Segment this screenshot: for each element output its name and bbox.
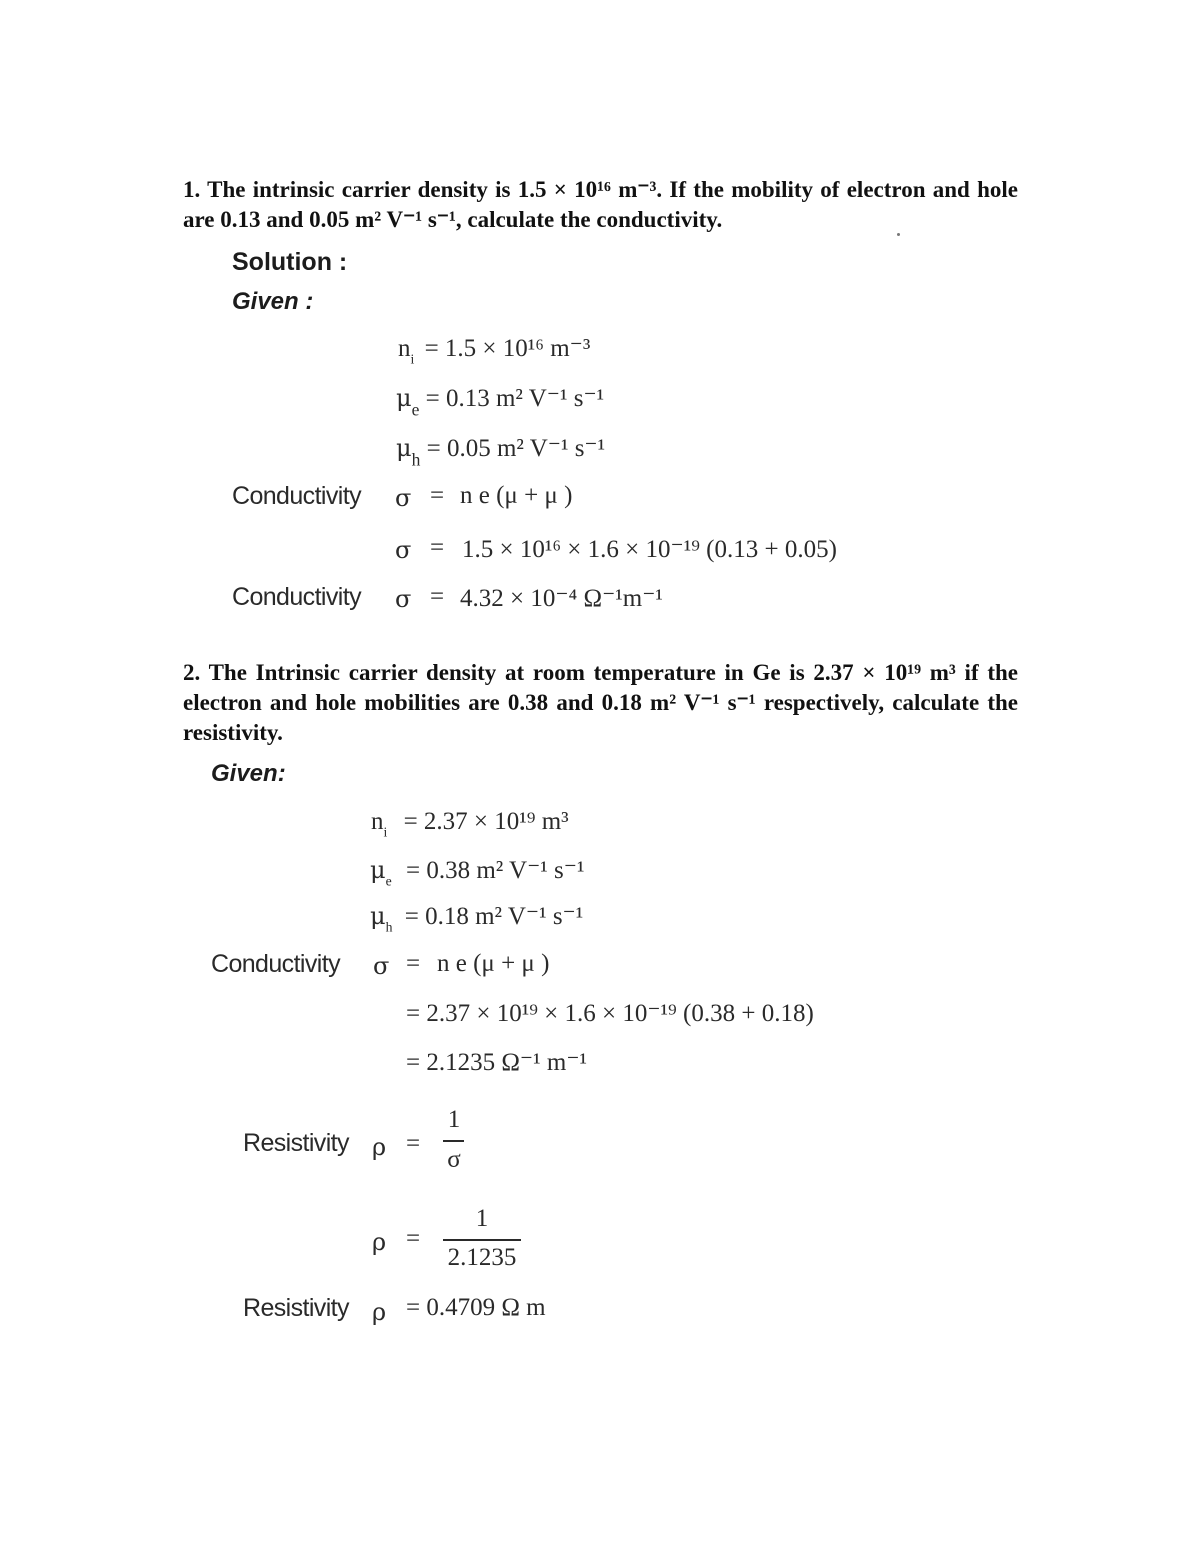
mu-h-symbol: μ	[396, 434, 412, 462]
p2-formula: n e (μ + μ )	[437, 950, 550, 977]
p2-resistivity-label: Resistivity	[243, 1129, 349, 1157]
p1-muh-line	[396, 433, 606, 470]
frac2-bar	[443, 1239, 521, 1241]
p1-formula	[460, 482, 572, 510]
given-heading-1: Given :	[232, 288, 314, 315]
p2-result-label: Resistivity	[243, 1294, 349, 1322]
frac1-bar	[443, 1140, 464, 1142]
p1-mue-line	[396, 383, 605, 420]
p2-equals-rho: =	[406, 1130, 421, 1157]
p2-ni-value: = 2.37 × 10¹⁹ m³	[403, 808, 569, 835]
p2-ni-line	[371, 808, 569, 840]
p2-substitution: = 2.37 × 10¹⁹ × 1.6 × 10⁻¹⁹ (0.38 + 0.18)	[406, 1000, 814, 1027]
p2-rho-symbol-3: ρ	[372, 1298, 387, 1326]
p2-sigma-symbol: σ	[373, 952, 390, 980]
mu-e-subscript: e	[411, 399, 420, 420]
ni-symbol: n	[398, 335, 411, 362]
p2-mu-e-subscript: e	[385, 873, 392, 889]
frac1-numerator: 1	[447, 1106, 461, 1133]
p1-equals: =	[430, 482, 445, 509]
p1-equals-2: =	[430, 534, 445, 561]
p1-result-label: Conductivity	[232, 583, 361, 611]
p1-formula-text: n e (μ + μ )	[460, 482, 573, 509]
p2-ni-symbol: n	[371, 808, 384, 835]
problem2-question: 2. The Intrinsic carrier density at room temperature in Ge is 2.37 × 10¹⁹ m³ if the electron and hole mobilities are 0.38 and 0.18 m² V⁻¹ s⁻¹ respectively, calculate the resistivity.	[183, 660, 1018, 745]
p2-rho-symbol-2: ρ	[372, 1228, 387, 1256]
solution-heading: Solution :	[232, 248, 348, 276]
p2-mu-h-value: = 0.18 m² V⁻¹ s⁻¹	[404, 903, 584, 930]
mu-h-subscript: h	[411, 449, 421, 470]
p1-sigma-symbol: σ	[395, 484, 412, 512]
given-heading-2: Given:	[211, 760, 286, 787]
frac2-denominator: 2.1235	[447, 1244, 517, 1271]
p2-muh-line	[370, 901, 584, 935]
p1-equals-3: =	[430, 583, 445, 610]
problem1-question: 1. The intrinsic carrier density is 1.5 × 10¹⁶ m⁻³. If the mobility of electron and hole are 0.13 and 0.05 m² V⁻¹ s⁻¹, calculate the conductivity.	[183, 177, 1018, 232]
mu-e-value: = 0.13 m² V⁻¹ s⁻¹	[425, 385, 605, 412]
p2-result: = 0.4709 Ω m	[406, 1294, 546, 1321]
p2-conductivity-result: = 2.1235 Ω⁻¹ m⁻¹	[406, 1049, 588, 1076]
p2-equals-rho-2: =	[406, 1225, 421, 1252]
p2-rho-symbol: ρ	[372, 1133, 387, 1161]
scan-speck	[897, 233, 900, 236]
frac2-numerator: 1	[475, 1205, 489, 1232]
p1-substitution: 1.5 × 10¹⁶ × 1.6 × 10⁻¹⁹ (0.13 + 0.05)	[462, 536, 837, 563]
p1-sigma-symbol-2: σ	[395, 536, 412, 564]
p2-mu-e-symbol: μ	[370, 856, 386, 884]
p2-mu-h-subscript: h	[385, 919, 393, 935]
p2-mu-e-value: = 0.38 m² V⁻¹ s⁻¹	[405, 857, 585, 884]
p1-conductivity-label: Conductivity	[232, 482, 361, 510]
p2-equals: =	[406, 950, 421, 977]
p1-result: 4.32 × 10⁻⁴ Ω⁻¹m⁻¹	[460, 585, 663, 612]
p1-sigma-symbol-3: σ	[395, 585, 412, 613]
frac1-denominator: σ	[447, 1146, 461, 1173]
p2-mue-line	[370, 855, 585, 889]
p2-mu-h-symbol: μ	[370, 902, 386, 930]
ni-value: = 1.5 × 10¹⁶ m⁻³	[424, 335, 591, 362]
ni-subscript: i	[410, 351, 415, 367]
p2-conductivity-label: Conductivity	[211, 950, 340, 978]
p2-ni-subscript: i	[383, 824, 388, 840]
mu-h-value: = 0.05 m² V⁻¹ s⁻¹	[426, 435, 606, 462]
p1-ni-line	[398, 333, 591, 367]
mu-e-symbol: μ	[396, 384, 412, 412]
